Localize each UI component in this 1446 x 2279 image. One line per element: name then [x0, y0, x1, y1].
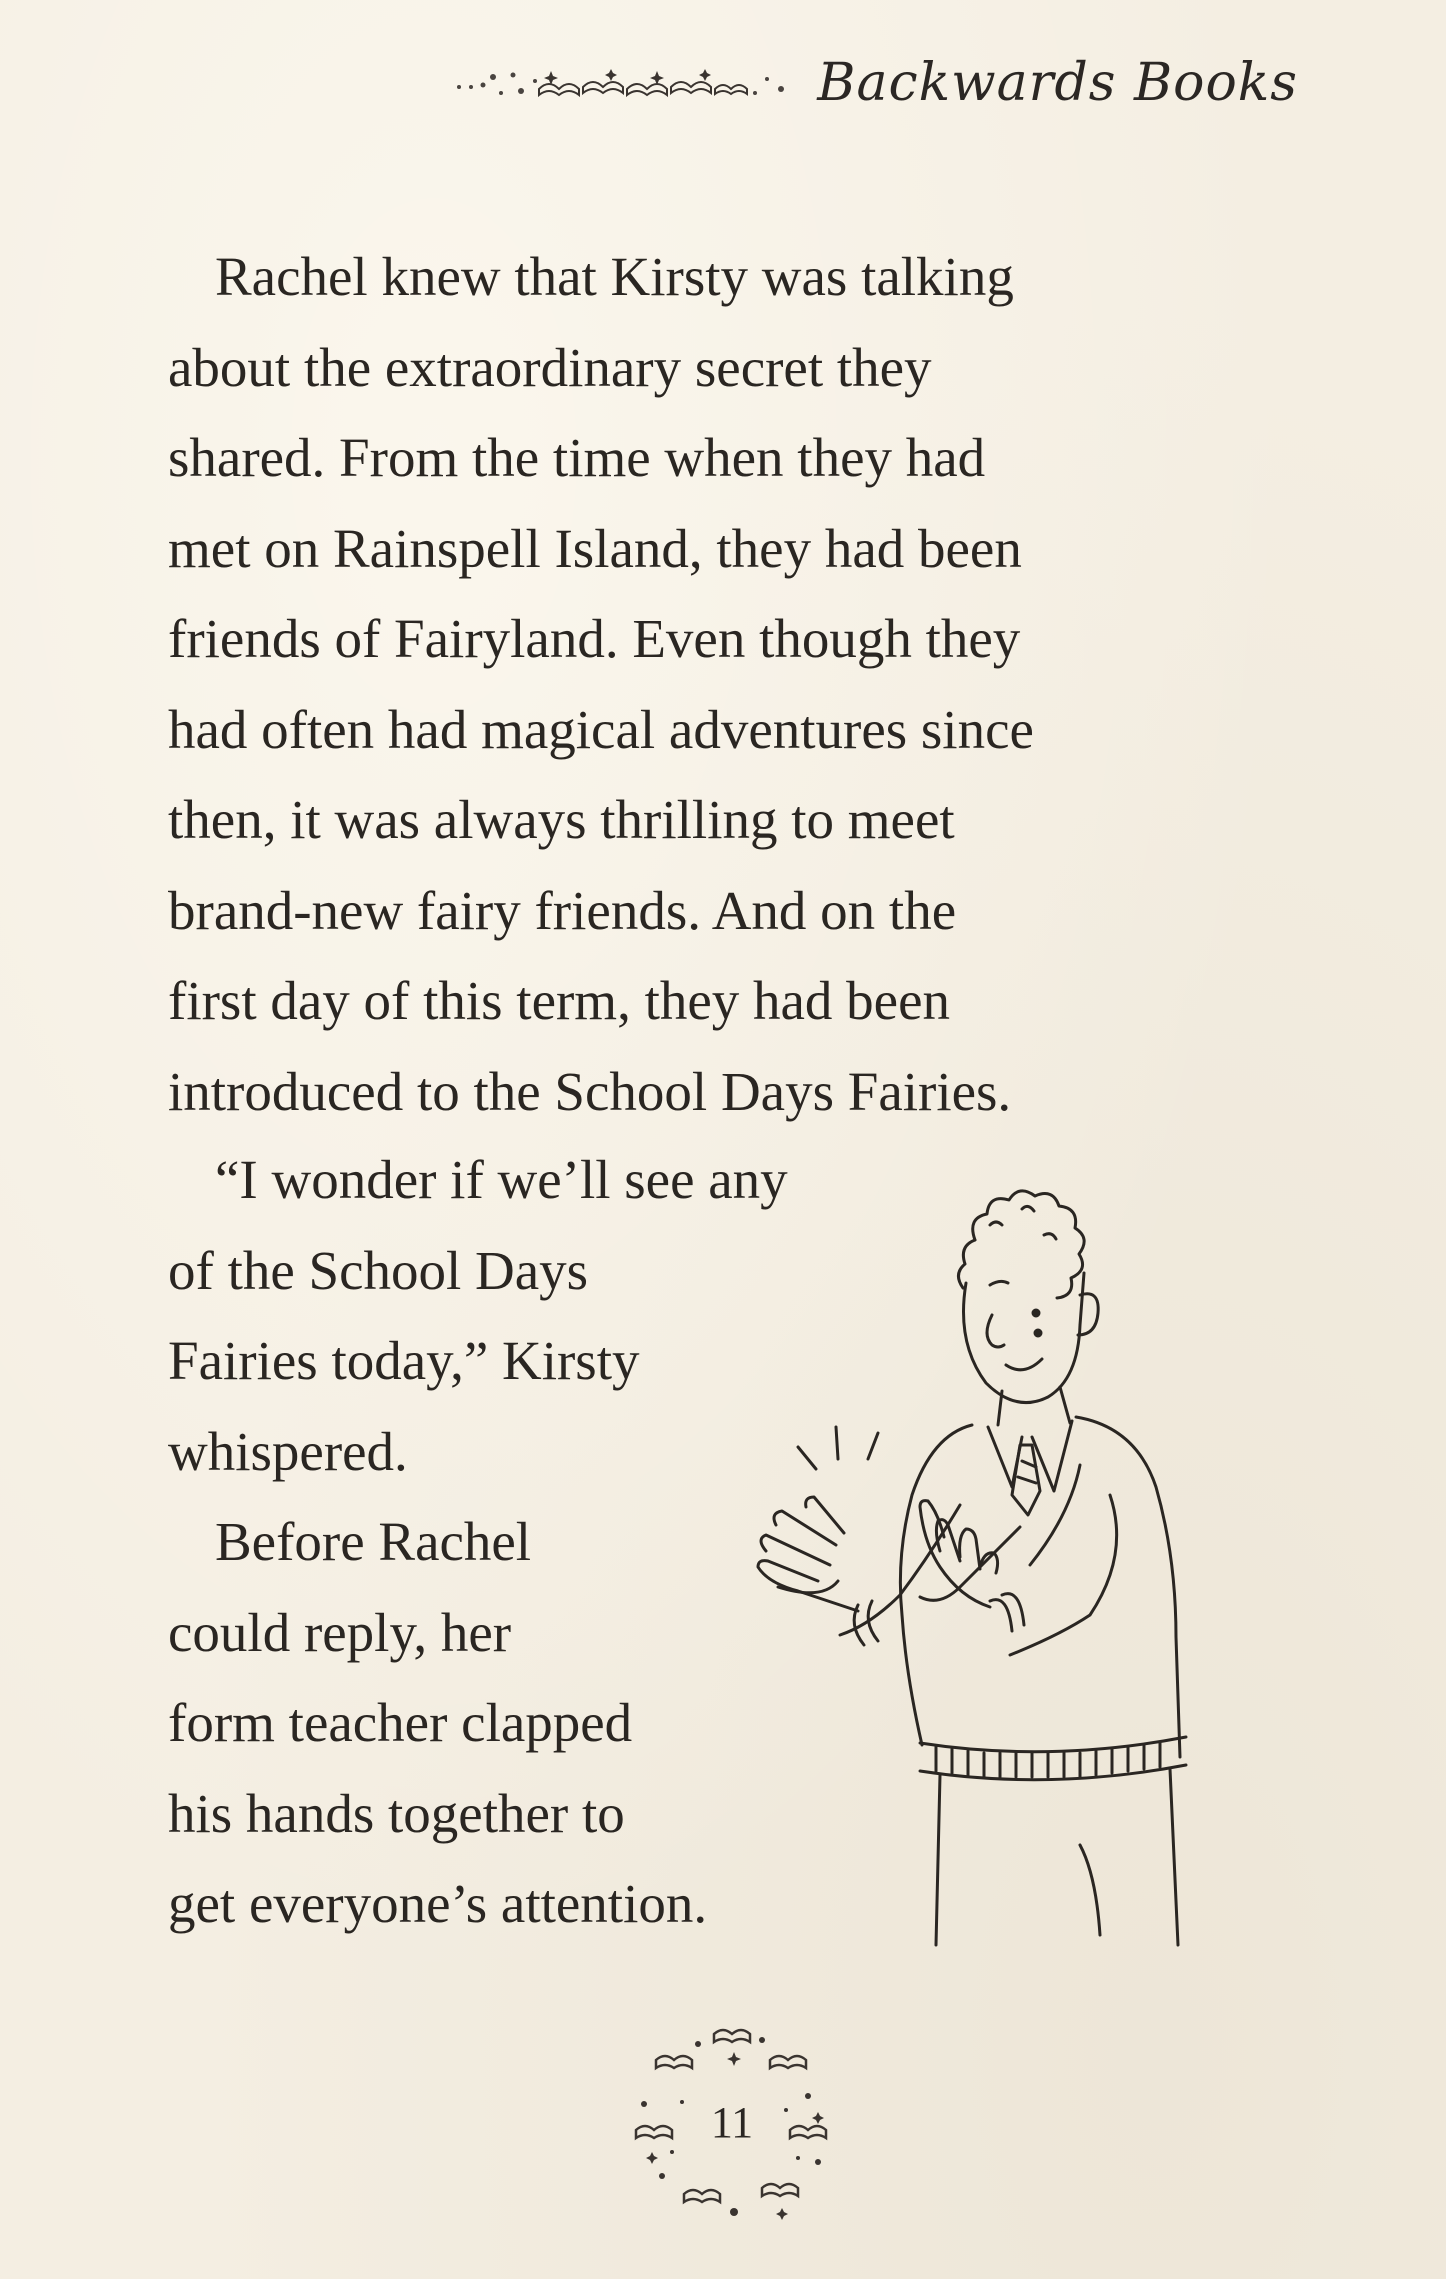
text-line: friends of Fairyland. Even though they — [168, 608, 1021, 669]
text-line: introduced to the School Days Fairies. — [168, 1060, 1012, 1122]
text-line: get everyone’s attention. — [168, 1873, 708, 1934]
text-line: then, it was always thrilling to meet — [168, 789, 955, 850]
teacher-clapping-illustration-icon — [740, 1165, 1230, 1950]
text-line: Fairies today,” Kirsty — [168, 1330, 640, 1391]
sparkle-books-ornament-icon — [451, 63, 801, 103]
text-line: had often had magical adventures since — [168, 698, 1034, 760]
text-line: whispered. — [168, 1420, 408, 1482]
page-number: 11 — [710, 2097, 754, 2147]
running-header — [451, 48, 1298, 118]
text-line: about the extraordinary secret they — [168, 336, 932, 398]
text-line: brand-new fairy friends. And on the — [168, 879, 957, 941]
text-line: “I wonder if we’ll see any — [215, 1149, 788, 1210]
text-line: form teacher clapped — [168, 1692, 633, 1753]
text-line: first day of this term, they had been — [168, 970, 951, 1031]
text-line: Before Rachel — [215, 1511, 532, 1572]
paragraph-1 — [168, 232, 1258, 1137]
running-header-title: Backwards Books — [817, 53, 1298, 113]
text-line: Rachel knew that Kirsty was talking — [215, 246, 1014, 307]
text-line: could reply, her — [168, 1601, 512, 1663]
page-number-ornament — [622, 2012, 842, 2232]
text-line: of the School Days — [168, 1239, 589, 1301]
text-line: his hands together to — [168, 1782, 625, 1844]
text-line: shared. From the time when they had — [168, 427, 986, 488]
text-line: met on Rainspell Island, they had been — [168, 517, 1022, 579]
